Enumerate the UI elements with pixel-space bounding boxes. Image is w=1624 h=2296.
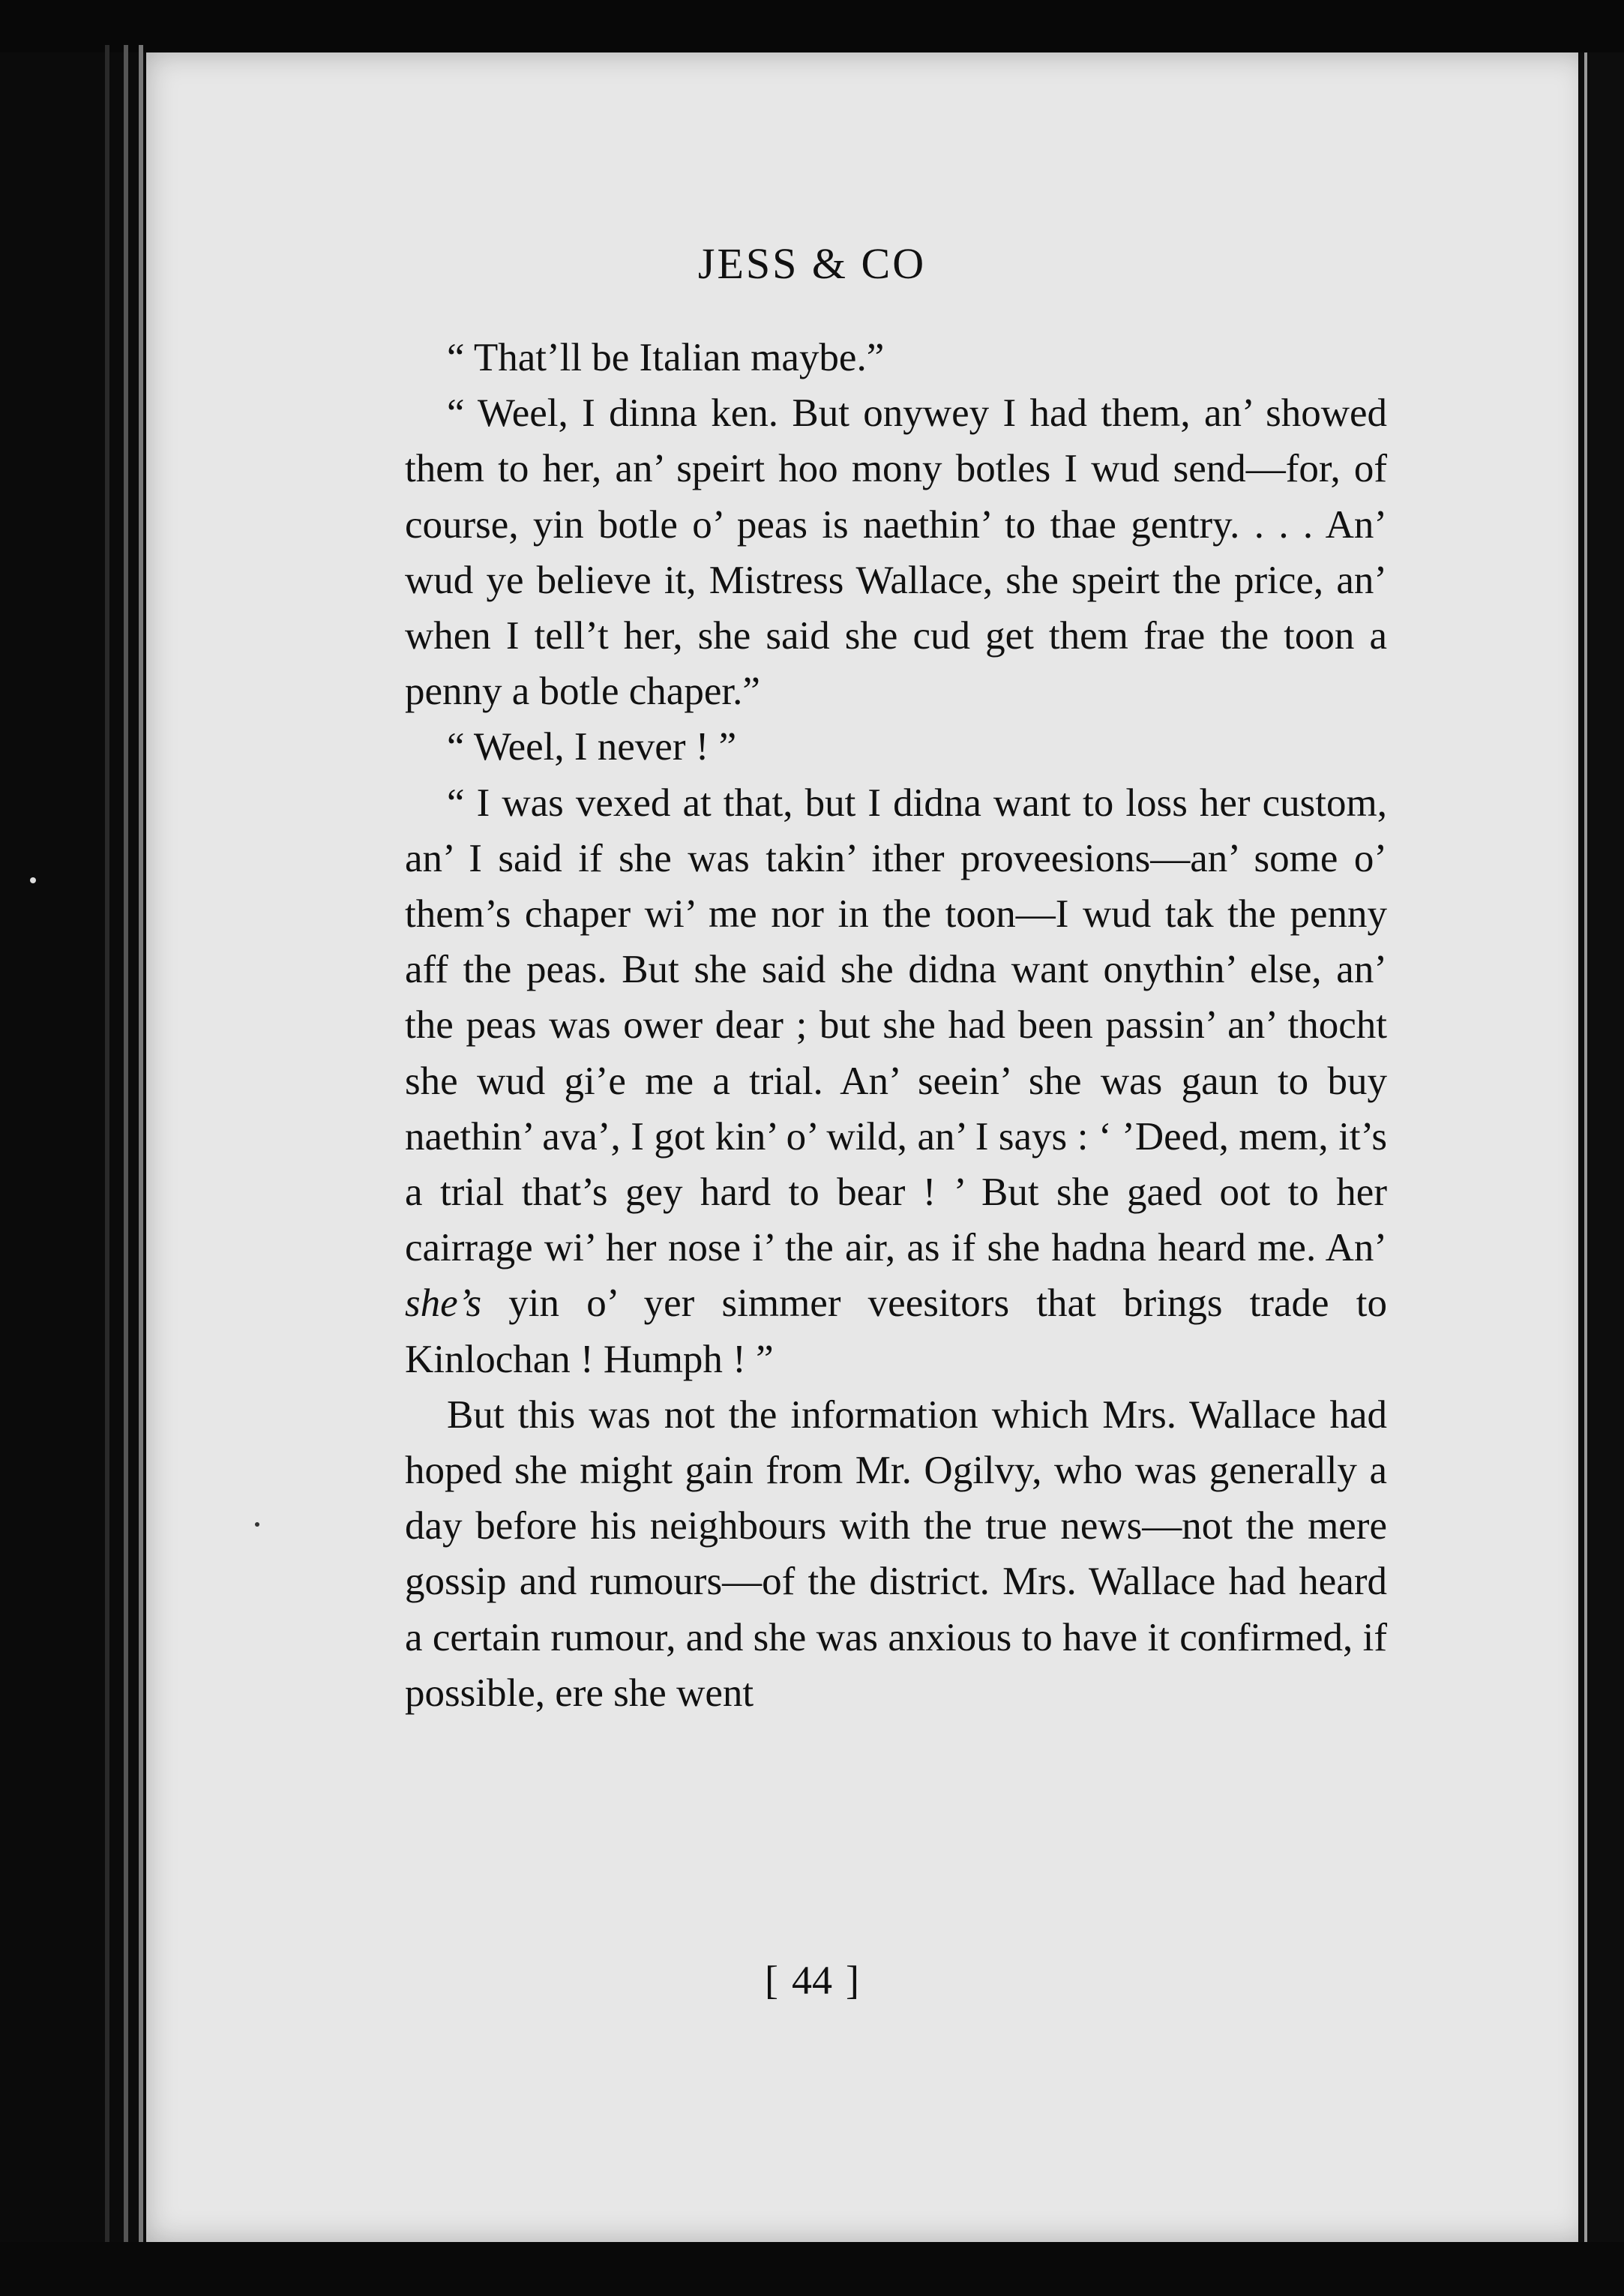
folio-bracket-open: [ <box>765 1958 778 2003</box>
paragraph: “ That’ll be Italian maybe.” <box>447 336 885 379</box>
scan-speck <box>255 1522 259 1527</box>
paragraph <box>405 775 1387 1387</box>
facing-page-edge <box>1578 52 1624 2242</box>
folio-number: 44 <box>792 1958 832 2003</box>
scan-top-border <box>0 0 1624 52</box>
scan-bottom-border <box>0 2242 1624 2296</box>
book-spine-edge <box>105 45 109 2242</box>
paragraph: “ Weel, I dinna ken. But onywey I had them, an’ showed them to her, an’ speirt hoo mony botles I wud send—for, of course, yin botle o’ peas is naethin’ to thae gentry. . . . An’ wud ye believe it, Mistress Wallace, she speirt the price, an’ when I tell’t her, she said she cud get them frae the toon a penny a botle chaper.” <box>405 391 1387 714</box>
italic-emphasis: she’s <box>405 1281 482 1326</box>
paragraph-text: yin o’ yer simmer veesitors that brings trade to Kinlochan ! Humph ! ” <box>405 1281 1387 1381</box>
page-number <box>0 1957 1624 2004</box>
body-text <box>405 330 1387 1721</box>
running-head: JESS & CO <box>697 239 927 288</box>
folio-bracket-close: ] <box>846 1958 859 2003</box>
paragraph-text: “ I was vexed at that, but I didna want to loss her custom, an’ I said if she was takin’ ither proveesions—an’ some o’ them’s chaper wi’ me nor in the toon—I wud tak the penny aff the peas. But she said she didna want onythin’ else, an’ the peas was ower dear ; but she had been passin’ an’ thocht she wud gi’e me a trial. An’ seein’ she was gaun to buy naethin’ ava’, I got kin’ o’ wild, an’ I says : ‘ ’Deed, mem, it’s a trial that’s gey hard to bear ! ’ But she gaed oot to her cairrage wi’ her nose i’ the air, as if she hadna heard me. An’ <box>405 781 1387 1270</box>
paragraph: “ Weel, I never ! ” <box>447 725 737 769</box>
paragraph: But this was not the information which Mrs. Wallace had hoped she might gain from Mr. Ogilvy, who was generally a day before his neighbours with the true news—not the mere gossip and rumours—of the district. Mrs. Wallace had heard a certain rumour, and she was anxious to have it confirmed, if possible, ere she went <box>405 1392 1387 1715</box>
scan-speck <box>30 877 36 883</box>
book-spine-edge <box>124 45 128 2242</box>
book-spine-edge <box>139 45 143 2242</box>
